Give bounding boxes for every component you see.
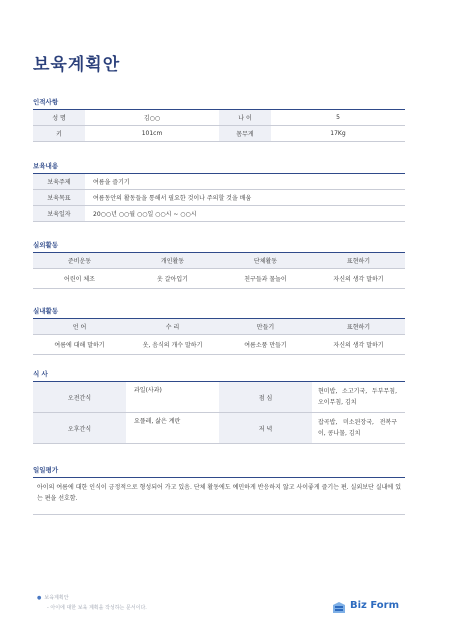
weight-value: 17Kg bbox=[271, 126, 405, 142]
section-label-plan: 보육내용 bbox=[33, 162, 59, 170]
footer-line-1 bbox=[37, 593, 147, 603]
age-label: 나 이 bbox=[219, 110, 271, 126]
weight-label: 몸무게 bbox=[219, 126, 271, 142]
bizform-logo-icon bbox=[332, 599, 346, 612]
snack-am-value: 과일(사과) bbox=[126, 382, 219, 413]
section-label-eval: 일일평가 bbox=[33, 466, 59, 474]
dinner-label: 저 녁 bbox=[219, 413, 312, 444]
indoor-header: 언 어 bbox=[33, 319, 126, 335]
dinner-value: 잡곡밥, 미소된장국, 전복구이, 콩나물, 김치 bbox=[312, 413, 405, 444]
topic-value: 여름을 즐기기 bbox=[85, 174, 405, 190]
outdoor-header: 단체활동 bbox=[219, 253, 312, 269]
footer-line-2: - 아이에 대한 보육 계획을 작성하는 문서이다. bbox=[47, 605, 147, 611]
evaluation-text: 아이의 여름에 대한 인식이 긍정적으로 형성되어 가고 있음. 단체 활동에도 예민하게 반응하지 않고 사이좋게 즐기는 편. 실외보단 실내에 있는 편을 선호함. bbox=[33, 477, 405, 515]
indoor-header: 만들기 bbox=[219, 319, 312, 335]
footer bbox=[37, 593, 147, 613]
section-label-outdoor: 실외활동 bbox=[33, 241, 59, 249]
outdoor-header: 개인활동 bbox=[126, 253, 219, 269]
table-row bbox=[33, 126, 405, 142]
date-value: 20○○년 ○○월 ○○일 ○○시 ~ ○○시 bbox=[85, 206, 405, 222]
outdoor-cell: 친구들과 물놀이 bbox=[219, 269, 312, 289]
name-label: 성 명 bbox=[33, 110, 85, 126]
table-row bbox=[33, 190, 405, 206]
table-row bbox=[33, 253, 405, 269]
age-value: 5 bbox=[271, 110, 405, 126]
goal-value: 여름동안의 활동들을 통해서 필요한 것이나 주의할 것을 배움 bbox=[85, 190, 405, 206]
snack-pm-value: 요플레, 삶은 계란 bbox=[126, 413, 219, 444]
personal-table bbox=[33, 109, 405, 142]
indoor-cell: 자신의 생각 말하기 bbox=[312, 335, 405, 355]
indoor-header: 표현하기 bbox=[312, 319, 405, 335]
table-row bbox=[33, 110, 405, 126]
indoor-header: 수 리 bbox=[126, 319, 219, 335]
table-row bbox=[33, 174, 405, 190]
outdoor-cell: 어린이 체조 bbox=[33, 269, 126, 289]
date-label: 보육일자 bbox=[33, 206, 85, 222]
table-row bbox=[33, 319, 405, 335]
meal-table bbox=[33, 381, 405, 444]
outdoor-cell: 옷 갈아입기 bbox=[126, 269, 219, 289]
bullet-icon: ● bbox=[37, 595, 42, 601]
footer-title: 보육계획안 bbox=[44, 595, 69, 601]
goal-label: 보육목표 bbox=[33, 190, 85, 206]
bizform-logo-text: Biz Form bbox=[350, 599, 399, 611]
outdoor-table bbox=[33, 252, 405, 289]
name-value: 김○○ bbox=[85, 110, 219, 126]
indoor-table bbox=[33, 318, 405, 355]
bizform-logo bbox=[332, 598, 407, 612]
table-row bbox=[33, 269, 405, 289]
table-row bbox=[33, 206, 405, 222]
outdoor-cell: 자신의 생각 말하기 bbox=[312, 269, 405, 289]
height-value: 101cm bbox=[85, 126, 219, 142]
topic-label: 보육주제 bbox=[33, 174, 85, 190]
lunch-label: 점 심 bbox=[219, 382, 312, 413]
outdoor-header: 표현하기 bbox=[312, 253, 405, 269]
table-row bbox=[33, 413, 405, 444]
table-row bbox=[33, 382, 405, 413]
lunch-value: 현미밥, 소고기국, 두부무침, 오이무침, 김치 bbox=[312, 382, 405, 413]
snack-pm-label: 오후간식 bbox=[33, 413, 126, 444]
snack-am-label: 오전간식 bbox=[33, 382, 126, 413]
page-title: 보육계획안 bbox=[33, 55, 121, 75]
section-label-indoor: 실내활동 bbox=[33, 307, 59, 315]
section-label-personal: 인적사항 bbox=[33, 98, 59, 106]
indoor-cell: 여름에 대해 말하기 bbox=[33, 335, 126, 355]
plan-table bbox=[33, 173, 405, 222]
section-label-meal: 식 사 bbox=[33, 370, 48, 378]
height-label: 키 bbox=[33, 126, 85, 142]
indoor-cell: 여름소품 만들기 bbox=[219, 335, 312, 355]
table-row bbox=[33, 335, 405, 355]
outdoor-header: 준비운동 bbox=[33, 253, 126, 269]
indoor-cell: 옷, 음식의 개수 말하기 bbox=[126, 335, 219, 355]
